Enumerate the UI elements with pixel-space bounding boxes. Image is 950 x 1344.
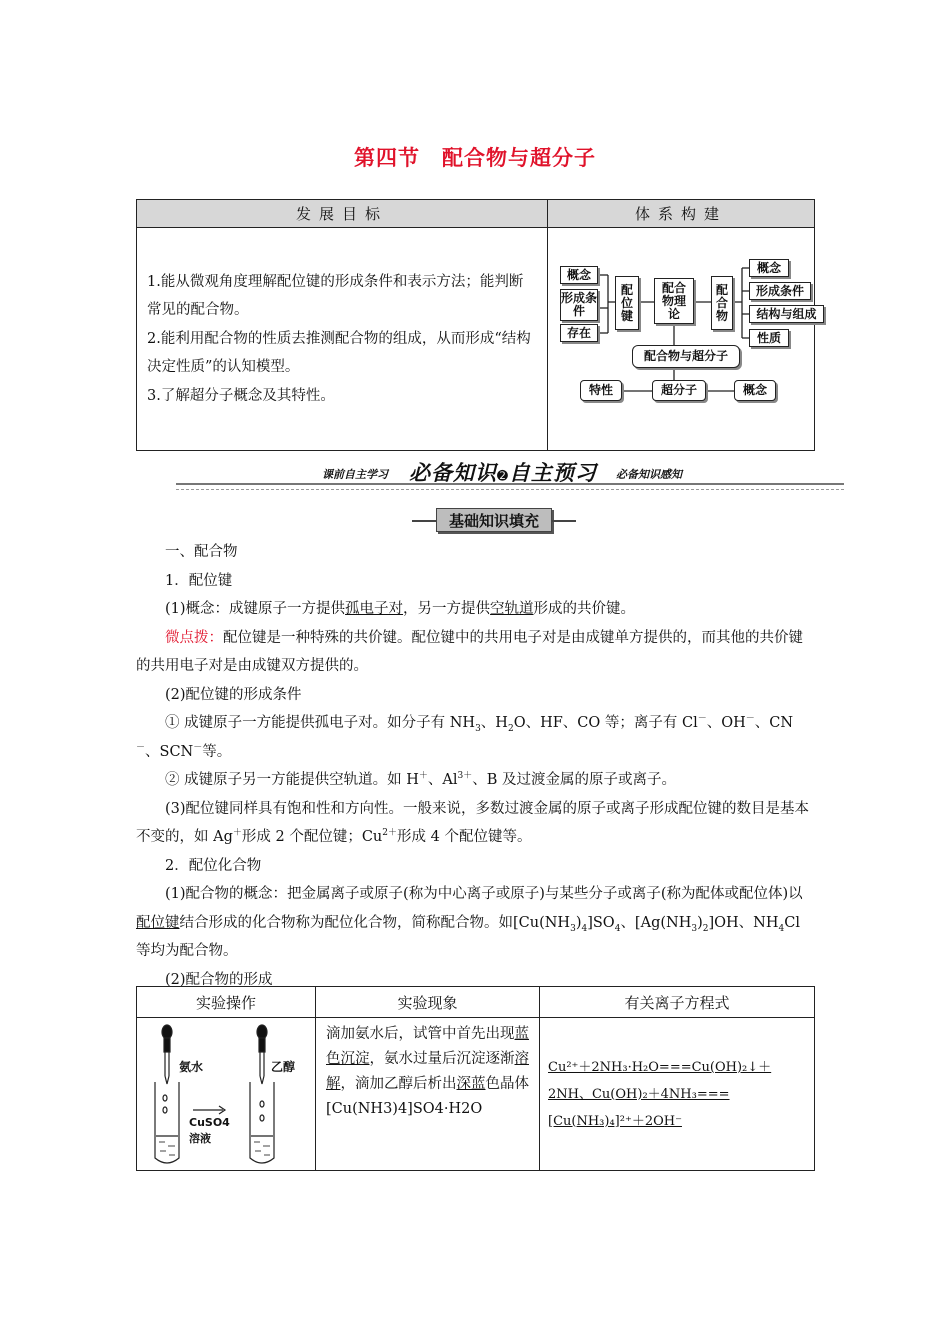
bond-concept: (1)概念：成键原子一方提供孤电子对，另一方提供空轨道形成的共价键。 [165, 601, 636, 617]
section-rule-left [412, 520, 436, 522]
product-formula: [Cu(NH3)4]SO4·H2O [326, 1101, 483, 1117]
theory-box: 配合物理论 [654, 278, 694, 324]
exp-phenomenon-cell: 滴加氨水后，试管中首先出现蓝色沉淀，氨水过量后沉淀逐渐溶解，滴加乙醇后析出深蓝色晶体 [Cu(NH3)4]SO4·H2O [316, 1018, 540, 1171]
content-body [136, 538, 815, 994]
saturation-paragraph: (3)配位键同样具有饱和性和方向性。一般来说，多数过渡金属的原子或离子形成配位键的数目是基本不变的，如 Ag＋形成 2 个配位键；$Cu^{2+}$形成 4 个配位键等。 [136, 800, 810, 845]
ethanol-label: 乙醇 [271, 1060, 296, 1074]
solution-label: 溶液 [189, 1132, 211, 1145]
goals-header: 发展目标 [137, 200, 548, 228]
right-condition-box: 形成条件 [749, 282, 811, 300]
goal-2: 2.能利用配合物的性质去推测配合物的组成，从而形成“结构决定性质”的认知模型。 [147, 330, 531, 376]
tip-label: 微点拨： [165, 629, 223, 646]
condition-1: ① 成键原子一方能提供孤电子对。如分子有 $NH_3$、$H_2O$、HF、CO 等；离子有 Cl－、OH－、CN－、SCN－等。 [136, 714, 794, 760]
experiment-table [136, 986, 815, 1171]
condition-2: ② 成键原子另一方能提供空轨道。如 H＋、$Al^{3+}$、B 及过渡金属的原子或离子。 [165, 771, 676, 788]
heading-compound: 2．配位化合物 [165, 857, 262, 874]
ionic-equation: Cu²⁺＋2NH₃·H₂O===Cu(OH)₂↓＋2NH、Cu(OH)₂＋4NH₃===[Cu(NH₃)₄]²⁺＋2OH⁻ [548, 1059, 772, 1129]
goal-3: 3.了解超分子概念及其特性。 [147, 387, 335, 404]
exp-header-equation: 有关离子方程式 [540, 987, 815, 1018]
tip-paragraph: 微点拨：配位键是一种特殊的共价键。配位键中的共用电子对是由成键单方提供的，而其他的共价键的共用电子对是由成键双方提供的。 [136, 629, 803, 674]
goal-1: 1.能从微观角度理解配位键的形成条件和表示方法；能判断常见的配合物。 [147, 273, 524, 319]
diagram-cell [548, 228, 815, 451]
exp-operation-cell [137, 1018, 316, 1171]
banner-right: 必备知识感知 [616, 468, 682, 481]
section-heading-box: 基础知识填充 [436, 508, 552, 532]
supra-box: 超分子 [652, 380, 706, 401]
banner-title-1: 必备知识 [409, 461, 497, 485]
cuso4-label: CuSO4 [189, 1116, 230, 1129]
supra-concept-box: 概念 [734, 380, 776, 401]
arrow-icon: ➋ [497, 469, 509, 484]
main-box: 配合物与超分子 [632, 345, 740, 368]
heading-bond: 1．配位键 [165, 572, 233, 589]
exp-header-operation: 实验操作 [137, 987, 316, 1018]
right-property-box: 性质 [749, 329, 789, 347]
right-concept-box: 概念 [749, 259, 789, 277]
banner-left: 课前自主学习 [322, 468, 388, 481]
left-existence-box: 存在 [560, 324, 598, 342]
banner-rule [176, 483, 844, 490]
exp-header-phenomenon: 实验现象 [316, 987, 540, 1018]
ammonia-label: 氨水 [179, 1060, 204, 1074]
left-concept-box: 概念 [560, 266, 598, 284]
bond-condition-heading: (2)配位键的形成条件 [165, 686, 302, 703]
test-tube-illustration [137, 1018, 313, 1171]
left-condition-box: 形成条件 [560, 289, 598, 321]
bond-box: 配位键 [615, 276, 639, 330]
concept-diagram [548, 228, 817, 450]
heading-complex: 一、配合物 [165, 544, 238, 560]
goals-cell [137, 228, 548, 451]
goals-table [136, 199, 815, 451]
compound-concept: (1)配合物的概念：把金属离子或原子(称为中心离子或原子)与某些分子或离子(称为配体或配位体)以配位键结合形成的化合物称为配位化合物，简称配合物。如$[Cu(NH_3)_4]SO_4$、$[Ag(NH_3)_2]OH$、$NH_4Cl$ 等均为配合物。 [136, 886, 803, 959]
exp-equation-cell [540, 1018, 815, 1171]
banner-title-2: 自主预习 [508, 461, 597, 485]
page-title: 第四节 配合物与超分子 [354, 146, 596, 170]
section-banner [176, 456, 844, 490]
complex-box: 配合物 [711, 276, 733, 330]
right-structure-box: 结构与组成 [749, 305, 824, 323]
section-heading [412, 508, 574, 532]
supra-property-box: 特性 [580, 380, 622, 401]
formation-heading: (2)配合物的形成 [165, 971, 273, 988]
system-header: 体系构建 [548, 200, 815, 228]
section-rule-right [552, 520, 576, 522]
